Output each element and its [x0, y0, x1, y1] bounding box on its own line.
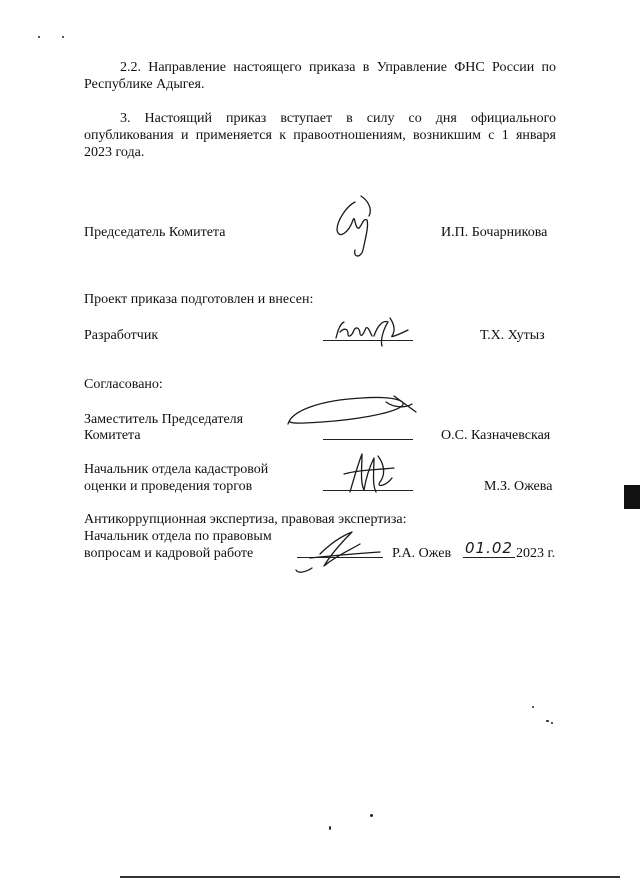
- expertise-heading: Антикоррупционная экспертиза, правовая экспертиза:: [84, 512, 407, 527]
- developer-role: Разработчик: [84, 328, 159, 343]
- head-position-line2: оценки и проведения торгов: [84, 479, 253, 494]
- legal-head-name: Р.А. Ожев: [392, 546, 452, 561]
- scan-speck: [551, 722, 553, 724]
- head-signature: [340, 448, 400, 503]
- legal-head-position-line1: Начальник отдела по правовым: [84, 529, 272, 544]
- page-bottom-edge: [120, 876, 620, 878]
- scan-speck: [546, 720, 549, 722]
- deputy-signature: [282, 388, 422, 433]
- chairman-name: И.П. Бочарникова: [441, 225, 548, 240]
- scan-speck: [329, 826, 331, 830]
- date-handwritten: 01.02: [465, 539, 513, 557]
- legal-head-position-line2: вопросам и кадровой работе: [84, 546, 254, 561]
- deputy-position-line2: Комитета: [84, 428, 141, 443]
- chairman-signature: [325, 192, 385, 262]
- chairman-position: Председатель Комитета: [84, 225, 226, 240]
- developer-name: Т.Х. Хутыз: [480, 328, 545, 343]
- scan-speck: [62, 36, 64, 38]
- date-line: [463, 557, 515, 558]
- head-position-line1: Начальник отдела кадастровой: [84, 462, 269, 477]
- developer-signature: [330, 310, 415, 350]
- agreed-heading: Согласовано:: [84, 377, 163, 392]
- scan-edge-mark: [624, 485, 640, 509]
- head-name: М.З. Ожева: [484, 479, 553, 494]
- legal-head-signature: [290, 524, 385, 579]
- scan-speck: [370, 814, 373, 817]
- date-year: 2023 г.: [516, 546, 556, 561]
- deputy-signature-line: [323, 439, 413, 440]
- paragraph-3: 3. Настоящий приказ вступает в силу со дня официального опубликования и применяется к правоотношениям, возникшим с 1 января 2023 года.: [84, 111, 556, 160]
- paragraph-2-2: 2.2. Направление настоящего приказа в Управление ФНС России по Республике Адыгея.: [84, 60, 556, 92]
- scan-speck: [532, 706, 534, 708]
- prepared-heading: Проект приказа подготовлен и внесен:: [84, 292, 314, 307]
- deputy-name: О.С. Казначевская: [441, 428, 551, 443]
- deputy-position-line1: Заместитель Председателя: [84, 412, 244, 427]
- scan-speck: [38, 36, 40, 38]
